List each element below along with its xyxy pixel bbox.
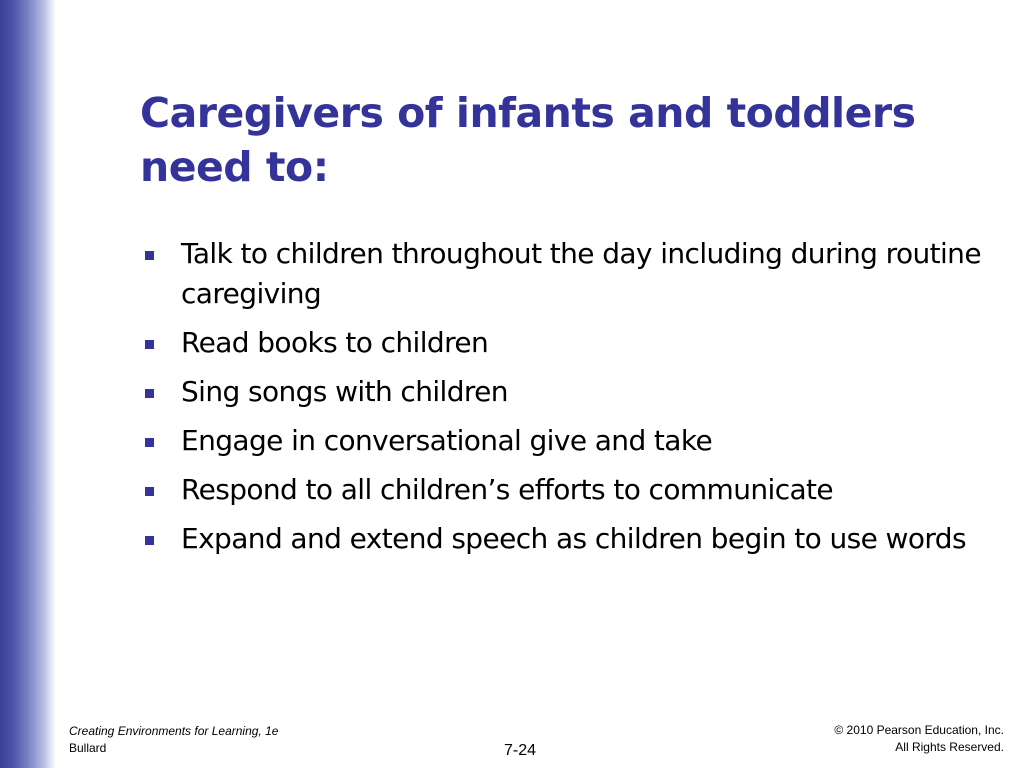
bullet-text: Expand and extend speech as children begin to use words [181, 522, 966, 555]
square-bullet-icon [145, 438, 154, 447]
bullet-list [140, 234, 990, 568]
square-bullet-icon [145, 389, 154, 398]
bullet-item [140, 519, 990, 559]
square-bullet-icon [145, 536, 154, 545]
square-bullet-icon [145, 487, 154, 496]
bullet-text: Sing songs with children [181, 375, 508, 408]
footer-book-info [69, 723, 278, 757]
bullet-item [140, 470, 990, 510]
bullet-text: Read books to children [181, 326, 489, 359]
bullet-text: Talk to children throughout the day including during routine caregiving [181, 237, 981, 310]
footer-author: Bullard [69, 741, 107, 755]
footer-book-title: Creating Environments for Learning, 1e [69, 724, 279, 738]
bullet-item [140, 421, 990, 461]
slide-title: Caregivers of infants and toddlers need to: [140, 89, 916, 191]
decorative-side-bar [0, 0, 56, 768]
copyright-text: © 2010 Pearson Education, Inc. [834, 723, 1004, 737]
square-bullet-icon [145, 340, 154, 349]
bullet-item [140, 234, 990, 314]
bullet-text: Engage in conversational give and take [181, 424, 713, 457]
bullet-item [140, 323, 990, 363]
rights-text: All Rights Reserved. [895, 740, 1004, 754]
bullet-item [140, 372, 990, 412]
bullet-text: Respond to all children’s efforts to communicate [181, 473, 834, 506]
page-number: 7-24 [503, 742, 537, 759]
footer-copyright [834, 722, 1004, 756]
square-bullet-icon [145, 251, 154, 260]
